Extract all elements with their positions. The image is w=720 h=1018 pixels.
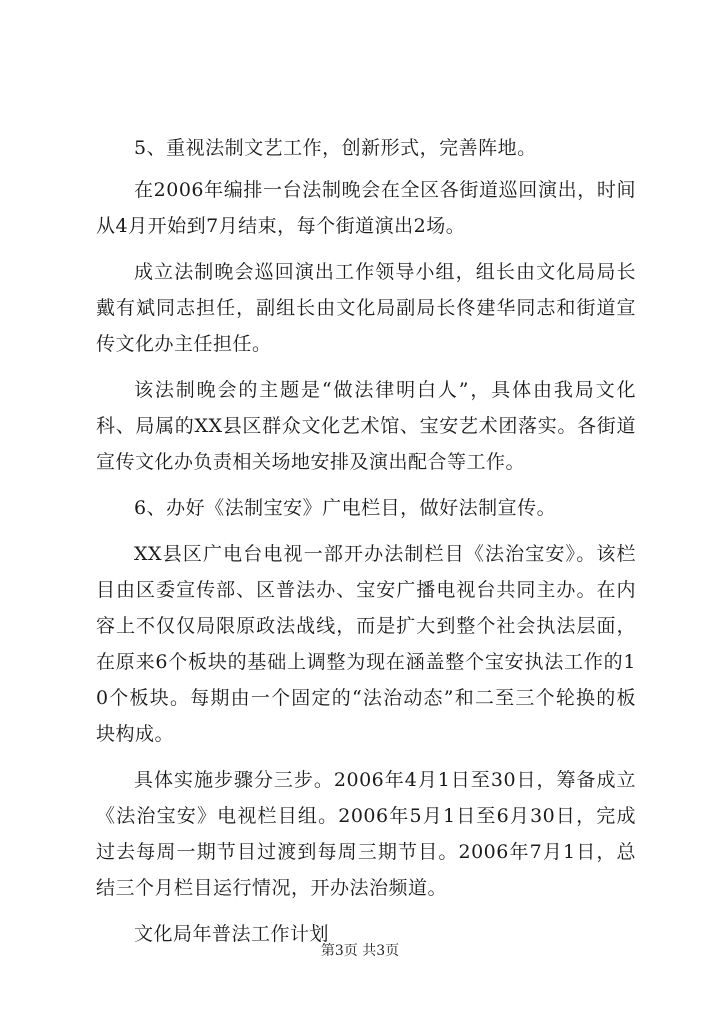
document-body bbox=[96, 130, 636, 962]
document-title-line: 文化局年普法工作计划 bbox=[134, 923, 330, 945]
paragraph-implementation-steps: 具体实施步骤分三步。2006年4月1日至30日，筹备成立《法治宝安》电视栏目组。2006年5月1日至6月30日，完成过去每周一期节目过渡到每周三期节目。2006年7月1日，总结三个月栏目运行情况，开办法治频道。 bbox=[96, 769, 636, 899]
paragraph-tv-program: XX县区广电台电视一部开办法制栏目《法治宝安》。该栏目由区委宣传部、区普法办、宝安广播电视台共同主办。在内容上不仅仅局限原政法战线，而是扩大到整个社会执法层面，在原来6个板块的基础上调整为现在涵盖整个宝安执法工作的10个板块。每期由一个固定的“法治动态”和二至三个轮换的板块构成。 bbox=[96, 543, 636, 745]
paragraph-evening-show-schedule: 在2006年编排一台法制晚会在全区各街道巡回演出，时间从4月开始到7月结束，每个街道演出2场。 bbox=[96, 179, 636, 237]
paragraph-leadership-group: 成立法制晚会巡回演出工作领导小组，组长由文化局局长戴有斌同志担任，副组长由文化局副局长佟建华同志和街道宣传文化办主任担任。 bbox=[96, 261, 636, 355]
section-5-heading: 5、重视法制文艺工作，创新形式，完善阵地。 bbox=[134, 137, 537, 159]
page-footer: 第3页 共3页 bbox=[320, 943, 400, 959]
section-6-heading: 6、办好《法制宝安》广电栏目，做好法制宣传。 bbox=[134, 497, 557, 519]
paragraph-show-theme: 该法制晚会的主题是“做法律明白人”，具体由我局文化科、局属的XX县区群众文化艺术馆、宝安艺术团落实。各街道宣传文化办负责相关场地安排及演出配合等工作。 bbox=[96, 379, 636, 473]
